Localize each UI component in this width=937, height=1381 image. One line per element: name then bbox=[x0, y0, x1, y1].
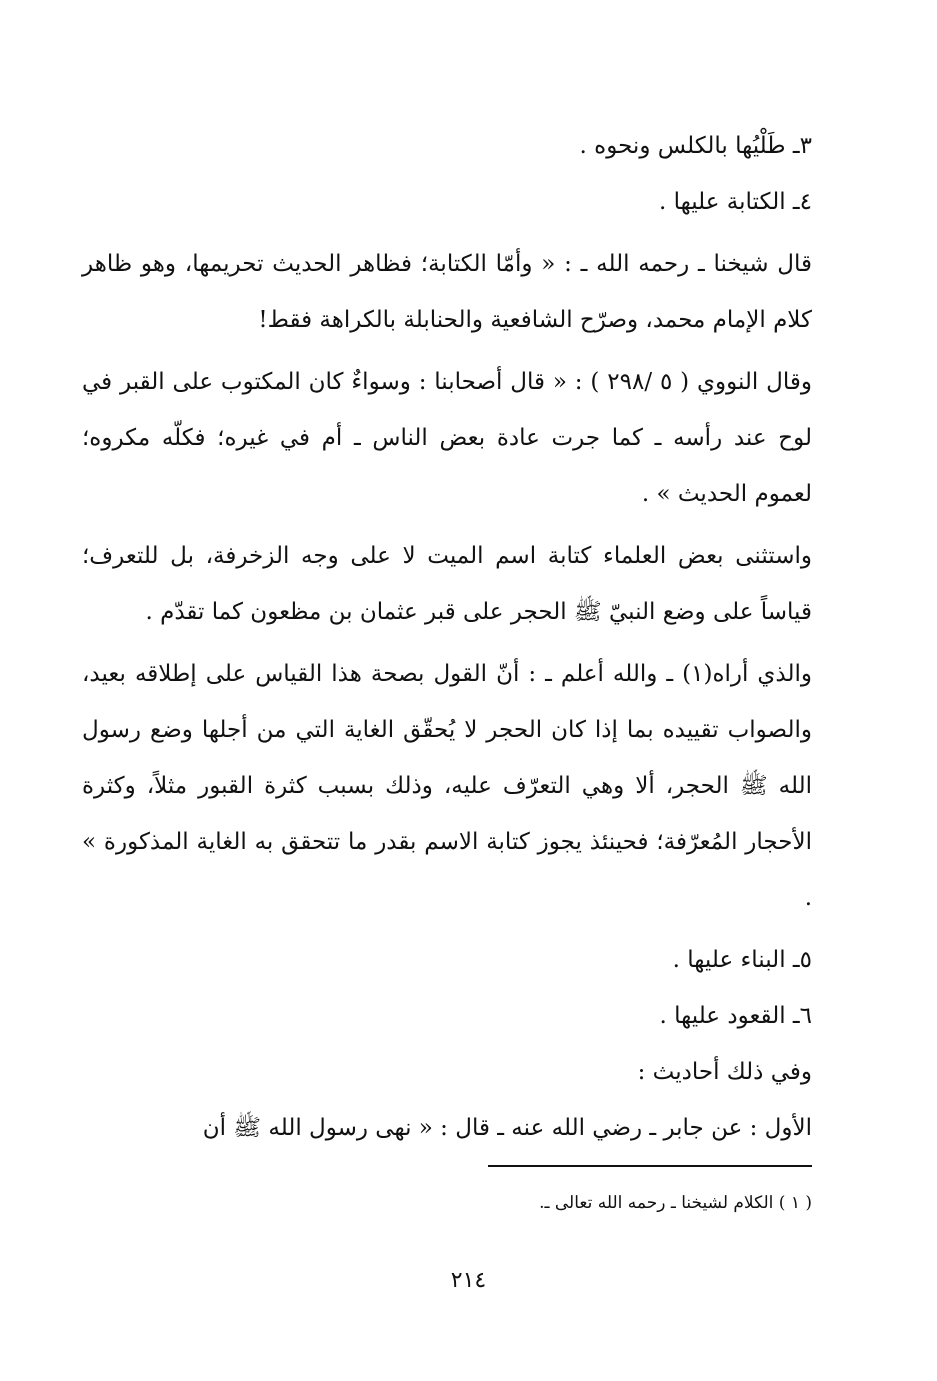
footnote-divider bbox=[488, 1165, 812, 1167]
footnote: ( ١ ) الكلام لشيخنا ـ رحمه الله تعالى ـ. bbox=[539, 1193, 812, 1213]
list-item-6: ٦ـ القعود عليها . bbox=[659, 1003, 812, 1029]
list-item-3: ٣ـ طَلْيُها بالكلس ونحوه . bbox=[579, 133, 812, 159]
paragraph-hadiths-intro: وفي ذلك أحاديث : bbox=[637, 1059, 812, 1085]
main-text bbox=[82, 118, 812, 1156]
list-item-5: ٥ـ البناء عليها . bbox=[672, 947, 812, 973]
paragraph-first-hadith: الأول : عن جابر ـ رضي الله عنه ـ قال : « نهى رسول الله ﷺ أن bbox=[202, 1115, 812, 1141]
list-item-4: ٤ـ الكتابة عليها . bbox=[658, 189, 812, 215]
paragraph-nawawi-quote: وقال النووي ( ٥ /٢٩٨ ) : « قال أصحابنا : وسواءٌ كان المكتوب على القبر في لوح عند رأسه ـ كما جرت عادة بعض الناس ـ أم في غيره؛ فكلّه مكروه؛ لعموم الحديث » . bbox=[82, 369, 813, 507]
paragraph-exception: واستثنى بعض العلماء كتابة اسم الميت لا على وجه الزخرفة، بل للتعرف؛ قياساً على وضع النبيّ ﷺ الحجر على قبر عثمان بن مظعون كما تقدّم . bbox=[82, 543, 812, 625]
paragraph-opinion: والذي أراه(١) ـ والله أعلم ـ : أنّ القول بصحة هذا القياس على إطلاقه بعيد، والصواب تقييده بما إذا كان الحجر لا يُحقّق الغاية التي من أجلها وضع رسول الله ﷺ الحجر، ألا وهي التعرّف عليه، وذلك بسبب كثرة القبور مثلاً، وكثرة الأحجار المُعرّفة؛ فحينئذ يجوز كتابة الاسم بقدر ما تتحقق به الغاية المذكورة » . bbox=[82, 661, 812, 911]
paragraph-sheikh-quote: قال شيخنا ـ رحمه الله ـ : « وأمّا الكتابة؛ فظاهر الحديث تحريمها، وهو ظاهر كلام الإمام محمد، وصرّح الشافعية والحنابلة بالكراهة فقط! bbox=[82, 251, 812, 333]
page-number: ٢١٤ bbox=[450, 1268, 487, 1293]
